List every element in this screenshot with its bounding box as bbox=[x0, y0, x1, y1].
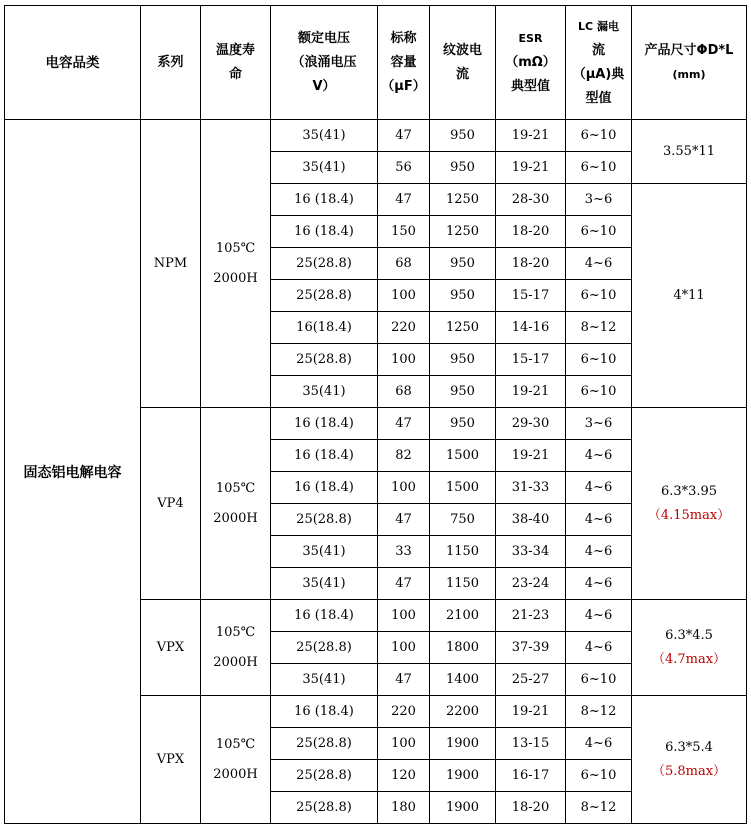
ripple-cell: 1250 bbox=[430, 216, 496, 248]
size-cell bbox=[632, 184, 747, 408]
capacitance-cell: 150 bbox=[378, 216, 430, 248]
voltage-cell: 16 (18.4) bbox=[271, 440, 378, 472]
size-max: （4.7max） bbox=[651, 651, 727, 667]
ripple-cell: 1250 bbox=[430, 312, 496, 344]
lc-cell: 6~10 bbox=[566, 120, 632, 152]
life-temp: 105℃ bbox=[215, 624, 256, 640]
capacitance-cell: 180 bbox=[378, 792, 430, 824]
lc-cell: 6~10 bbox=[566, 152, 632, 184]
voltage-cell: 25(28.8) bbox=[271, 760, 378, 792]
capacitance-cell: 68 bbox=[378, 376, 430, 408]
header-voltage: 额定电压 （浪涌电压 V） bbox=[271, 6, 378, 120]
ripple-cell: 1800 bbox=[430, 632, 496, 664]
lc-cell: 3~6 bbox=[566, 184, 632, 216]
capacitance-cell: 100 bbox=[378, 280, 430, 312]
voltage-cell: 16 (18.4) bbox=[271, 600, 378, 632]
header-capacitance: 标称 容量 （μF） bbox=[378, 6, 430, 120]
size-max: （4.15max） bbox=[647, 507, 731, 523]
lc-cell: 6~10 bbox=[566, 760, 632, 792]
esr-cell: 14-16 bbox=[496, 312, 566, 344]
voltage-cell: 16 (18.4) bbox=[271, 696, 378, 728]
lc-cell: 4~6 bbox=[566, 568, 632, 600]
life-cell bbox=[201, 696, 271, 824]
esr-cell: 31-33 bbox=[496, 472, 566, 504]
capacitance-cell: 82 bbox=[378, 440, 430, 472]
capacitance-cell: 68 bbox=[378, 248, 430, 280]
ripple-cell: 750 bbox=[430, 504, 496, 536]
lc-cell: 4~6 bbox=[566, 728, 632, 760]
lc-cell: 4~6 bbox=[566, 248, 632, 280]
ripple-cell: 950 bbox=[430, 376, 496, 408]
esr-cell: 37-39 bbox=[496, 632, 566, 664]
ripple-cell: 950 bbox=[430, 248, 496, 280]
lc-cell: 4~6 bbox=[566, 632, 632, 664]
category-cell: 固态铝电解电容 bbox=[5, 120, 141, 824]
esr-cell: 16-17 bbox=[496, 760, 566, 792]
voltage-cell: 16(18.4) bbox=[271, 312, 378, 344]
esr-cell: 19-21 bbox=[496, 696, 566, 728]
series-cell: NPM bbox=[141, 120, 201, 408]
esr-cell: 15-17 bbox=[496, 280, 566, 312]
life-hours: 2000H bbox=[213, 766, 258, 782]
capacitance-cell: 33 bbox=[378, 536, 430, 568]
life-temp: 105℃ bbox=[215, 240, 256, 256]
ripple-cell: 1150 bbox=[430, 536, 496, 568]
voltage-cell: 25(28.8) bbox=[271, 632, 378, 664]
esr-cell: 25-27 bbox=[496, 664, 566, 696]
voltage-cell: 25(28.8) bbox=[271, 728, 378, 760]
header-lc: LC 漏电 流 （μA)典 型值 bbox=[566, 6, 632, 120]
ripple-cell: 950 bbox=[430, 280, 496, 312]
capacitance-cell: 100 bbox=[378, 632, 430, 664]
lc-cell: 6~10 bbox=[566, 216, 632, 248]
size-value: 4*11 bbox=[673, 287, 705, 303]
esr-cell: 18-20 bbox=[496, 792, 566, 824]
size-value: 6.3*5.4 bbox=[665, 739, 713, 755]
ripple-cell: 950 bbox=[430, 344, 496, 376]
voltage-cell: 25(28.8) bbox=[271, 344, 378, 376]
ripple-cell: 2100 bbox=[430, 600, 496, 632]
lc-cell: 3~6 bbox=[566, 408, 632, 440]
capacitance-cell: 100 bbox=[378, 728, 430, 760]
voltage-cell: 35(41) bbox=[271, 664, 378, 696]
ripple-cell: 1900 bbox=[430, 792, 496, 824]
life-temp: 105℃ bbox=[215, 736, 256, 752]
table-row bbox=[5, 120, 747, 152]
lc-cell: 6~10 bbox=[566, 344, 632, 376]
esr-cell: 29-30 bbox=[496, 408, 566, 440]
life-temp: 105℃ bbox=[215, 480, 256, 496]
lc-cell: 8~12 bbox=[566, 696, 632, 728]
ripple-cell: 2200 bbox=[430, 696, 496, 728]
lc-cell: 8~12 bbox=[566, 792, 632, 824]
voltage-cell: 16 (18.4) bbox=[271, 184, 378, 216]
lc-cell: 6~10 bbox=[566, 280, 632, 312]
size-cell bbox=[632, 408, 747, 600]
ripple-cell: 1900 bbox=[430, 760, 496, 792]
size-value: 3.55*11 bbox=[663, 143, 715, 159]
header-life: 温度寿 命 bbox=[201, 6, 271, 120]
voltage-cell: 25(28.8) bbox=[271, 248, 378, 280]
esr-cell: 15-17 bbox=[496, 344, 566, 376]
lc-cell: 6~10 bbox=[566, 376, 632, 408]
ripple-cell: 1900 bbox=[430, 728, 496, 760]
ripple-cell: 1400 bbox=[430, 664, 496, 696]
esr-cell: 23-24 bbox=[496, 568, 566, 600]
size-cell bbox=[632, 600, 747, 696]
capacitance-cell: 47 bbox=[378, 504, 430, 536]
series-cell: VP4 bbox=[141, 408, 201, 600]
capacitance-cell: 100 bbox=[378, 472, 430, 504]
lc-cell: 4~6 bbox=[566, 504, 632, 536]
esr-cell: 33-34 bbox=[496, 536, 566, 568]
ripple-cell: 1500 bbox=[430, 440, 496, 472]
ripple-cell: 950 bbox=[430, 120, 496, 152]
ripple-cell: 950 bbox=[430, 152, 496, 184]
voltage-cell: 16 (18.4) bbox=[271, 408, 378, 440]
voltage-cell: 35(41) bbox=[271, 568, 378, 600]
header-size: 产品尺寸ΦD*L (mm) bbox=[632, 6, 747, 120]
life-cell bbox=[201, 120, 271, 408]
esr-cell: 19-21 bbox=[496, 152, 566, 184]
voltage-cell: 25(28.8) bbox=[271, 280, 378, 312]
capacitance-cell: 47 bbox=[378, 664, 430, 696]
lc-cell: 6~10 bbox=[566, 664, 632, 696]
size-cell bbox=[632, 696, 747, 824]
size-value: 6.3*3.95 bbox=[660, 483, 718, 499]
header-category: 电容品类 bbox=[5, 6, 141, 120]
header-series: 系列 bbox=[141, 6, 201, 120]
capacitance-cell: 100 bbox=[378, 600, 430, 632]
voltage-cell: 25(28.8) bbox=[271, 792, 378, 824]
header-ripple: 纹波电 流 bbox=[430, 6, 496, 120]
esr-cell: 13-15 bbox=[496, 728, 566, 760]
header-row bbox=[5, 6, 747, 120]
capacitance-cell: 47 bbox=[378, 184, 430, 216]
life-hours: 2000H bbox=[213, 654, 258, 670]
life-cell bbox=[201, 408, 271, 600]
size-max: （5.8max） bbox=[651, 763, 727, 779]
esr-cell: 21-23 bbox=[496, 600, 566, 632]
esr-cell: 28-30 bbox=[496, 184, 566, 216]
voltage-cell: 35(41) bbox=[271, 376, 378, 408]
voltage-cell: 35(41) bbox=[271, 120, 378, 152]
esr-cell: 38-40 bbox=[496, 504, 566, 536]
life-hours: 2000H bbox=[213, 270, 258, 286]
capacitor-spec-table bbox=[4, 5, 747, 824]
capacitance-cell: 47 bbox=[378, 120, 430, 152]
life-hours: 2000H bbox=[213, 510, 258, 526]
capacitance-cell: 220 bbox=[378, 312, 430, 344]
lc-cell: 8~12 bbox=[566, 312, 632, 344]
size-value: 6.3*4.5 bbox=[665, 627, 713, 643]
size-cell bbox=[632, 120, 747, 184]
life-cell bbox=[201, 600, 271, 696]
ripple-cell: 1500 bbox=[430, 472, 496, 504]
capacitance-cell: 220 bbox=[378, 696, 430, 728]
capacitance-cell: 47 bbox=[378, 408, 430, 440]
voltage-cell: 35(41) bbox=[271, 536, 378, 568]
voltage-cell: 25(28.8) bbox=[271, 504, 378, 536]
esr-cell: 18-20 bbox=[496, 216, 566, 248]
series-cell: VPX bbox=[141, 600, 201, 696]
series-cell: VPX bbox=[141, 696, 201, 824]
lc-cell: 4~6 bbox=[566, 600, 632, 632]
lc-cell: 4~6 bbox=[566, 536, 632, 568]
header-esr: ESR （mΩ） 典型值 bbox=[496, 6, 566, 120]
capacitance-cell: 100 bbox=[378, 344, 430, 376]
ripple-cell: 950 bbox=[430, 408, 496, 440]
ripple-cell: 1150 bbox=[430, 568, 496, 600]
capacitance-cell: 120 bbox=[378, 760, 430, 792]
voltage-cell: 16 (18.4) bbox=[271, 472, 378, 504]
ripple-cell: 1250 bbox=[430, 184, 496, 216]
voltage-cell: 16 (18.4) bbox=[271, 216, 378, 248]
capacitance-cell: 56 bbox=[378, 152, 430, 184]
esr-cell: 18-20 bbox=[496, 248, 566, 280]
capacitance-cell: 47 bbox=[378, 568, 430, 600]
esr-cell: 19-21 bbox=[496, 120, 566, 152]
voltage-cell: 35(41) bbox=[271, 152, 378, 184]
esr-cell: 19-21 bbox=[496, 440, 566, 472]
esr-cell: 19-21 bbox=[496, 376, 566, 408]
table-body bbox=[5, 120, 747, 824]
lc-cell: 4~6 bbox=[566, 440, 632, 472]
lc-cell: 4~6 bbox=[566, 472, 632, 504]
